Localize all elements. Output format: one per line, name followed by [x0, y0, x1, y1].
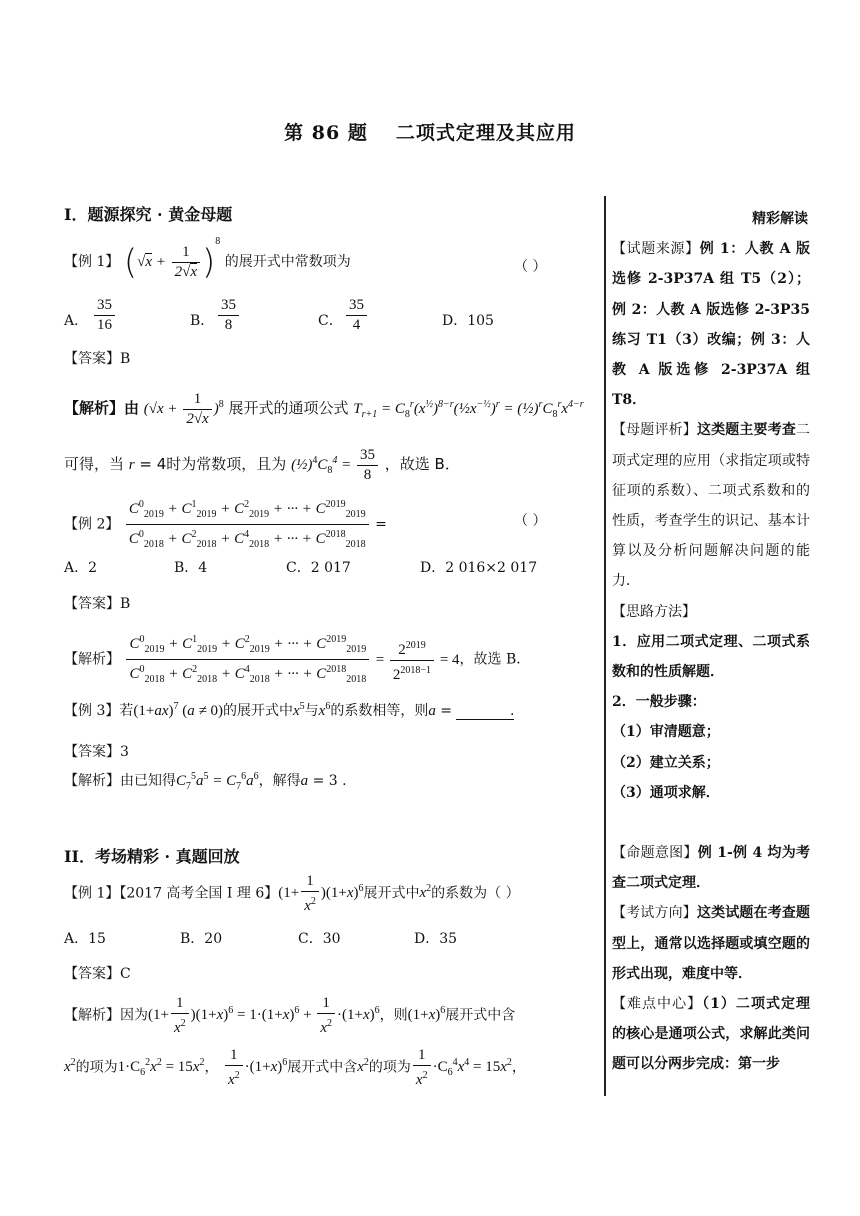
example2-options: A．2 B．4 C．2 017 D．2 016×2 017	[64, 560, 538, 576]
page-title: 第 86 题 二项式定理及其应用	[284, 122, 576, 144]
example1-paren: （ ）	[514, 259, 547, 275]
sidebar-analysis: 【母题评析】这类题主要考查二项式定理的应用（求指定项或特征项的系数）、二项式系数和的性质，考查学生的识记、基本计算以及分析问题解决问题的能力．	[612, 422, 811, 590]
sidebar-step: （3）通项求解．	[612, 784, 720, 801]
example1-options: A． $\frac{35}{16}$ B． $\frac{35}{8}$ C． $\frac{35}{4}$ D．105	[64, 297, 494, 333]
section2-example1-options: A．15 B．20 C．30 D．35	[64, 931, 458, 947]
section2-solution-line2: $x^2$的项为$1\cdot C_6^2x^2 = 15x^2$， $\frac{1}{x^2}$ $\cdot(1+x)^6$展开式中含$x^2$的项为 $\frac{1}{x^2}$ $\cdot C_6^4x^4 = 15x^2$，	[64, 1047, 526, 1088]
sidebar-difficulty: 【难点中心】（1）二项式定理的核心是通项公式，求解此类问题可以分两步完成：第一步	[612, 996, 811, 1073]
example3: 【例 3】若$(1+ax)^7$ (a ≠ 0)的展开式中$x^5$与$x^6$的系数相等，则a = .	[64, 701, 515, 719]
example3-solution: 【解析】由已知得$C_7^5a^5 = C_7^6a^6$，解得a = 3 .	[64, 771, 347, 792]
section2-solution-line1: 【解析】因为(1+ $\frac{1}{x^2}$ )$(1+x)^6 = 1\cdot(1+x)^6$ + $\frac{1}{x^2}$ $\cdot(1+x)^6$，则$(1+x)^6$展开式中含	[64, 995, 516, 1036]
sidebar-heading: 精彩解读	[752, 211, 808, 227]
section2-example1-answer: 【答案】C	[64, 966, 131, 982]
sidebar-source: 【试题来源】例 1：人教 A 版选修 2-3P37A 组 T5（2）；例 2：人教 A 版选修 2-3P35 练习 T1（3）改编；例 3：人教 A 版选修 2-3P37A 组 T8．	[612, 241, 810, 409]
sidebar	[612, 204, 810, 1080]
sidebar-method-label: 【思路方法】	[612, 603, 696, 620]
example1-answer: 【答案】B	[64, 351, 131, 367]
sidebar-step: （2）建立关系；	[612, 754, 720, 771]
example1-solution-line1: 【解析】由 (√x + $\frac{1}{2√x}$ )$^8$ 展开式的通项公式 $T_{r+1}$ = $C_8^r(x^{\frac{1}{2}})^{8-r}(\frac{1}{2}x^{-\frac{1}{2}})^r$ = $(\frac{1}{2})^rC_8^rx^{4-r}$	[64, 391, 584, 427]
sidebar-divider	[604, 196, 606, 1096]
sidebar-method: 1．应用二项式定理、二项式系数和的性质解题．	[612, 633, 810, 681]
example1: 【例 1】 (√x + $\frac{1}{2√x}$ )$^8$ 的展开式中常数项为	[64, 236, 351, 283]
section2-example1: 【例 1】【2017 高考全国 I 理 6】(1+ $\frac{1}{x^2}$ )$(1+x)^6$展开式中$x^2$的系数为（ ）	[64, 873, 520, 914]
sidebar-steps-label: 2．一般步骤：	[612, 694, 706, 711]
section1-heading: I．题源探究 · 黄金母题	[64, 205, 233, 224]
example3-answer: 【答案】3	[64, 744, 129, 760]
example2: 【例 2】 $\frac{C^0_{2019} + C^1_{2019} + C^2_{2019} + \cdot\cdot\cdot + C^{2019}_{2019}}{C^0_{2018} + C^2_{2018} + C^4_{2018} + \cdot\cdot\cdot + C^{2018}_{2018}}$ =	[64, 495, 387, 554]
sidebar-step: （1）审清题意；	[612, 724, 720, 741]
section2-heading: II．考场精彩 · 真题回放	[64, 847, 240, 866]
example2-answer: 【答案】B	[64, 596, 131, 612]
example1-solution-line2: 可得，当 r = 4时为常数项，且为 $(\frac{1}{2})^4C_8^4$ = $\frac{35}{8}$ ，故选 B．	[64, 447, 460, 483]
example2-paren: （ ）	[514, 513, 547, 529]
sidebar-intent: 【命题意图】例 1-例 4 均为考查二项式定理．	[612, 845, 810, 892]
example2-solution: 【解析】 $\frac{C^0_{2019} + C^1_{2019} + C^2_{2019} + \cdot\cdot\cdot + C^{2019}_{2019}}{C^0_{2018} + C^2_{2018} + C^4_{2018} + \cdot\cdot\cdot + C^{2018}_{2018}}$ = $\frac{2^{2019}}{2^{2018-1}}$ = 4，故选 B．	[64, 630, 530, 689]
sidebar-direction: 【考试方向】这类试题在考查题型上，通常以选择题或填空题的形式出现，难度中等．	[612, 905, 811, 982]
